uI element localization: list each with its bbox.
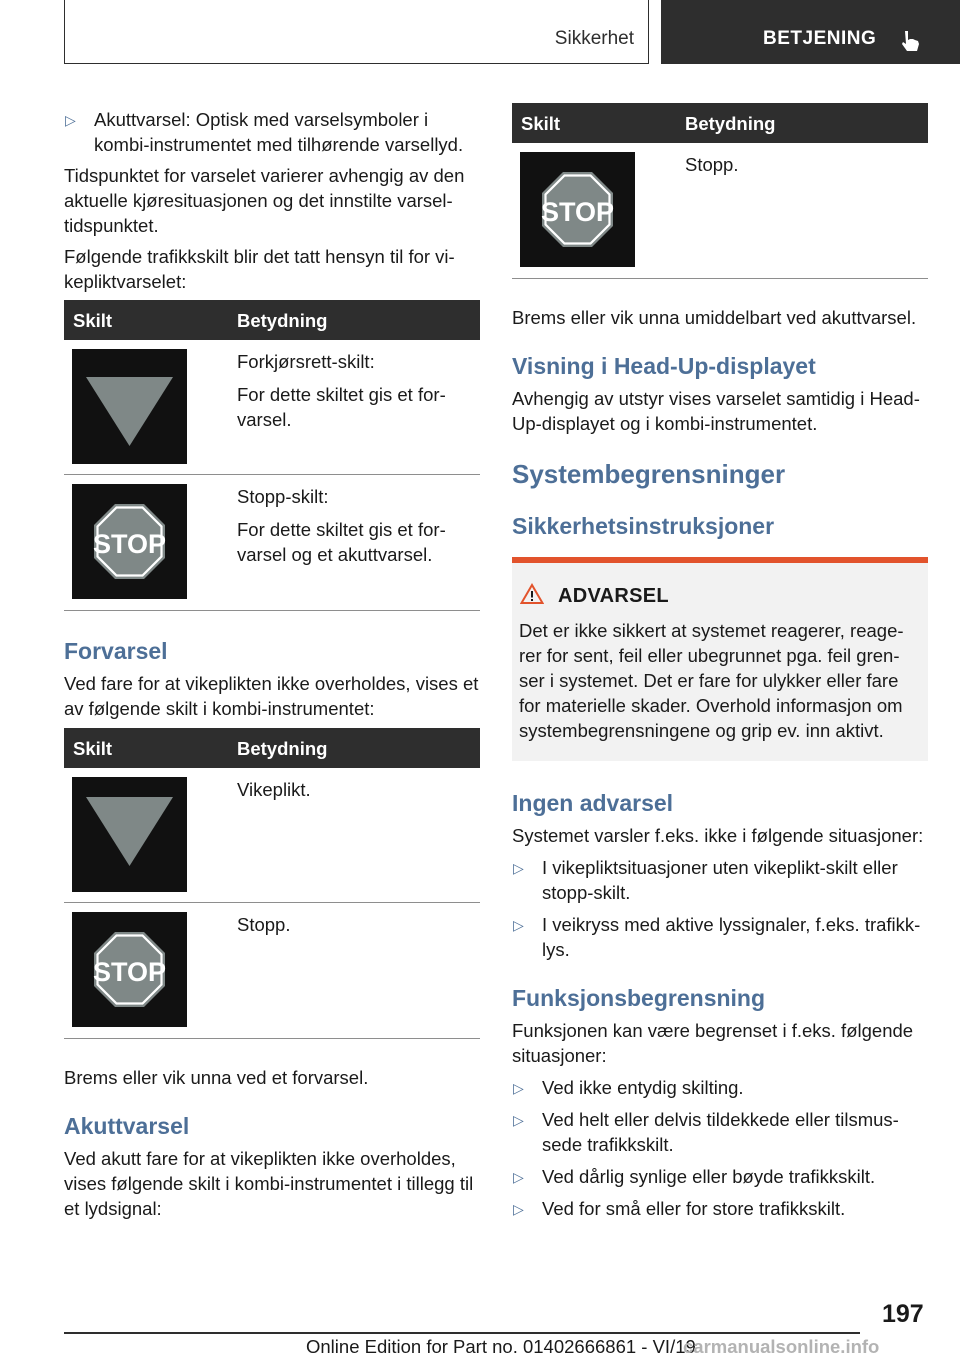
bullet-triangle-icon: ▷	[513, 1201, 524, 1217]
bullet-triangle-icon: ▷	[513, 1080, 524, 1096]
heading-hud: Visning i Head-Up-displayet	[512, 353, 816, 379]
heading-sikkerhetsinstruksjoner: Sikkerhetsinstruksjoner	[512, 513, 775, 539]
svg-text:STOP: STOP	[92, 957, 167, 987]
akuttvarsel-section	[64, 1065, 480, 1221]
header-section-box	[64, 0, 649, 64]
table-cell-meaning: Stopp.	[237, 914, 291, 935]
footer-edition: Online Edition for Part no. 01402666861 - VI/19	[306, 1336, 696, 1357]
col-header-sign: Skilt	[73, 310, 113, 331]
list-item: ▷ I vikepliktsituasjoner uten vikeplikt-skilt eller stopp-skilt.	[513, 857, 898, 903]
sign-table-3	[512, 103, 928, 279]
stop-sign-image	[520, 152, 635, 267]
header-section-title: Sikkerhet	[554, 28, 634, 49]
table-row	[64, 340, 480, 475]
table-cell-meaning: Forkjørsrett-skilt: For dette skiltet gis et forvarsel.	[237, 351, 446, 430]
heading-funksjonsbegrensning: Funksjonsbegrensning	[512, 985, 766, 1011]
table-row	[64, 768, 480, 903]
paragraph-hud: Avhengig av utstyr vises varselet samtidig i Head-Up-displayet og i kombi-instrumentet.	[512, 388, 920, 434]
bullet-triangle-icon: ▷	[513, 917, 524, 933]
paragraph-signs: Følgende trafikkskilt blir det tatt hensyn til for vikepliktvarselet:	[64, 246, 455, 292]
footer-watermark: carmanualsonline.info	[683, 1336, 880, 1357]
svg-text:STOP: STOP	[92, 529, 167, 559]
bullet-triangle-icon: ▷	[513, 1112, 524, 1128]
stop-sign-icon	[520, 152, 635, 267]
warning-title: ADVARSEL	[558, 585, 669, 607]
table-row	[512, 143, 928, 279]
page-number: 197	[882, 1300, 924, 1328]
yield-sign-image	[72, 777, 187, 892]
yield-sign-icon	[72, 349, 187, 464]
stop-sign-icon	[72, 484, 187, 599]
list-item: ▷ Ved helt eller delvis tildekkede eller tilsmussede trafikkskilt.	[513, 1109, 899, 1155]
paragraph-ingen: Systemet varsler f.eks. ikke i følgende situasjoner:	[512, 825, 924, 846]
paragraph-funksjon: Funksjonen kan være begrenset i f.eks. følgende situasjoner:	[512, 1020, 914, 1066]
col-header-meaning: Betydning	[237, 310, 328, 331]
warning-triangle-icon	[520, 583, 544, 605]
svg-text:STOP: STOP	[540, 197, 615, 227]
heading-akuttvarsel: Akuttvarsel	[64, 1113, 190, 1139]
header-chapter-title: BETJENING	[763, 28, 877, 49]
table-header	[512, 103, 928, 143]
table-row	[64, 903, 480, 1039]
paragraph-brems-forvarsel: Brems eller vik unna ved et forvarsel.	[64, 1067, 369, 1088]
table-cell-meaning: Vikeplikt.	[237, 779, 311, 800]
stop-sign-image	[72, 484, 187, 599]
list-item: ▷ Ved dårlig synlige eller bøyde trafikkskilt.	[512, 1164, 928, 1189]
table-row	[64, 475, 480, 611]
heading-ingen-advarsel: Ingen advarsel	[512, 790, 674, 816]
hand-pointer-icon	[897, 28, 923, 54]
stop-sign-image	[72, 912, 187, 1027]
forvarsel-section	[64, 637, 480, 721]
footer-divider	[64, 1332, 860, 1334]
sign-table-1	[64, 300, 480, 611]
list-item: ▷ Akuttvarsel: Optisk med varselsymboler i kombi-instrumentet med tilhørende varsellyd.	[65, 109, 464, 155]
paragraph-forvarsel: Ved fare for at vikeplikten ikke overholdes, vises et av følgende skilt i kombi-instrumentet:	[64, 673, 479, 719]
warning-text: Det er ikke sikkert at systemet reagerer, reagerer for sent, feil eller ubegrunnet pga. feil grenser i systemet. Det er fare for ulykker eller fare for materielle skader. Overhold informasjon om systembegrensningene og grip ev. inn aktivt.	[519, 620, 904, 741]
hud-section	[512, 305, 928, 540]
bullet-triangle-icon: ▷	[65, 112, 76, 128]
heading-forvarsel: Forvarsel	[64, 638, 168, 664]
table-header	[64, 728, 480, 768]
heading-systembegrensninger: Systembegrensninger	[512, 459, 786, 489]
yield-sign-icon	[72, 777, 187, 892]
header-chapter-tab	[661, 0, 960, 64]
table-header	[64, 300, 480, 340]
table-cell-meaning: Stopp-skilt: For dette skiltet gis et forvarsel og et akuttvarsel.	[237, 486, 446, 565]
list-item: ▷ Ved for små eller for store trafikkskilt.	[512, 1196, 928, 1221]
bullet-triangle-icon: ▷	[513, 860, 524, 876]
paragraph-akuttvarsel: Ved akutt fare for at vikeplikten ikke overholdes, vises følgende skilt i kombi-instrumentet i tillegg til et lydsignal:	[64, 1148, 474, 1219]
left-column	[64, 107, 480, 294]
table-cell-meaning: Stopp.	[685, 154, 739, 175]
paragraph-brems-akutt: Brems eller vik unna umiddelbart ved akuttvarsel.	[512, 307, 917, 328]
col-header-sign: Skilt	[73, 738, 113, 759]
bullet-triangle-icon: ▷	[513, 1169, 524, 1185]
yield-sign-image	[72, 349, 187, 464]
list-item: ▷ I veikryss med aktive lyssignaler, f.eks. trafikklys.	[513, 914, 921, 960]
warning-box	[512, 563, 928, 761]
list-item: ▷ Ved ikke entydig skilting.	[512, 1075, 928, 1100]
col-header-sign: Skilt	[521, 113, 561, 134]
paragraph-timing: Tidspunktet for varselet varierer avhengig av den aktuelle kjøresituasjonen og det innstilte varseltidspunktet.	[64, 165, 465, 236]
col-header-meaning: Betydning	[685, 113, 776, 134]
stop-sign-icon	[72, 912, 187, 1027]
limitations-section	[512, 789, 928, 1221]
col-header-meaning: Betydning	[237, 738, 328, 759]
sign-table-2	[64, 728, 480, 1039]
